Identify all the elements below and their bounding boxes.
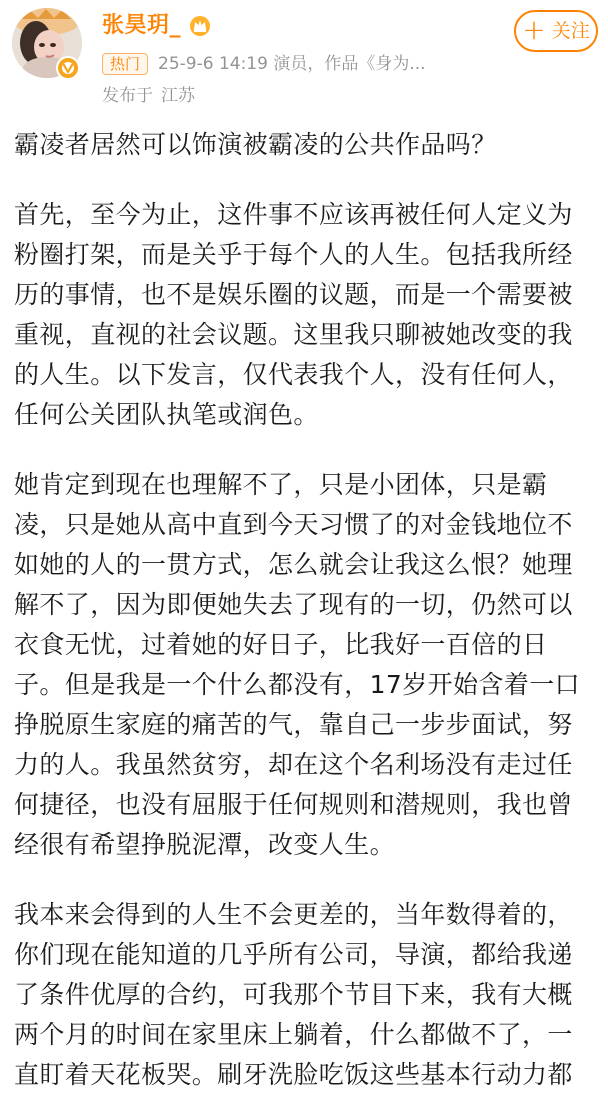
location-prefix: 发布于	[102, 86, 153, 106]
crown-vip-icon	[189, 15, 211, 37]
post-meta-text: 25-9-6 14:19 演员，作品《身为...	[158, 54, 426, 74]
post-paragraph: 霸凌者居然可以饰演被霸凌的公共作品吗？	[14, 130, 497, 159]
plus-icon: +	[522, 13, 546, 46]
location-row	[102, 84, 195, 108]
username[interactable]: 张昊玥_	[102, 13, 182, 38]
post-meta-row	[102, 52, 426, 76]
post-paragraph: 我本来会得到的人生不会更差的，当年数得着的，你们现在能知道的几乎所有公司，导演，都给我递了条件优厚的合约，可我那个节目下来，我有大概两个月的时间在家里床上躺着，什么都做不了，一直盯着天花板哭。刷牙洗脸吃饭这些基本行动力都	[14, 900, 573, 1089]
follow-button[interactable]	[514, 10, 598, 52]
follow-label: 关注	[551, 20, 590, 42]
verified-badge-icon	[56, 56, 80, 80]
post-paragraph: 她肯定到现在也理解不了，只是小团体，只是霸凌，只是她从高中直到今天习惯了的对金钱地位不如她的人的一贯方式，怎么就会让我这么恨？她理解不了，因为即便她失去了现有的一切，仍然可以衣食无忧，过着她的好日子，比我好一百倍的日子。但是我是一个什么都没有，17岁开始含着一口挣脱原生家庭的痛苦的气，靠自己一步步面试，努力的人。我虽然贫穷，却在这个名利场没有走过任何捷径，也没有屈服于任何规则和潜规则，我也曾经很有希望挣脱泥潭，改变人生。	[14, 470, 581, 859]
post-content	[14, 125, 596, 1095]
location-text: 江苏	[161, 86, 195, 106]
post-paragraph: 首先，至今为止，这件事不应该再被任何人定义为粉圈打架，而是关乎于每个人的人生。包括我所经历的事情，也不是娱乐圈的议题，而是一个需要被重视，直视的社会议题。这里我只聊被她改变的我的人生。以下发言，仅代表我个人，没有任何人，任何公关团队执笔或润色。	[14, 200, 573, 429]
post-header	[0, 0, 608, 112]
hot-badge: 热门	[102, 53, 148, 75]
name-row	[102, 12, 211, 40]
